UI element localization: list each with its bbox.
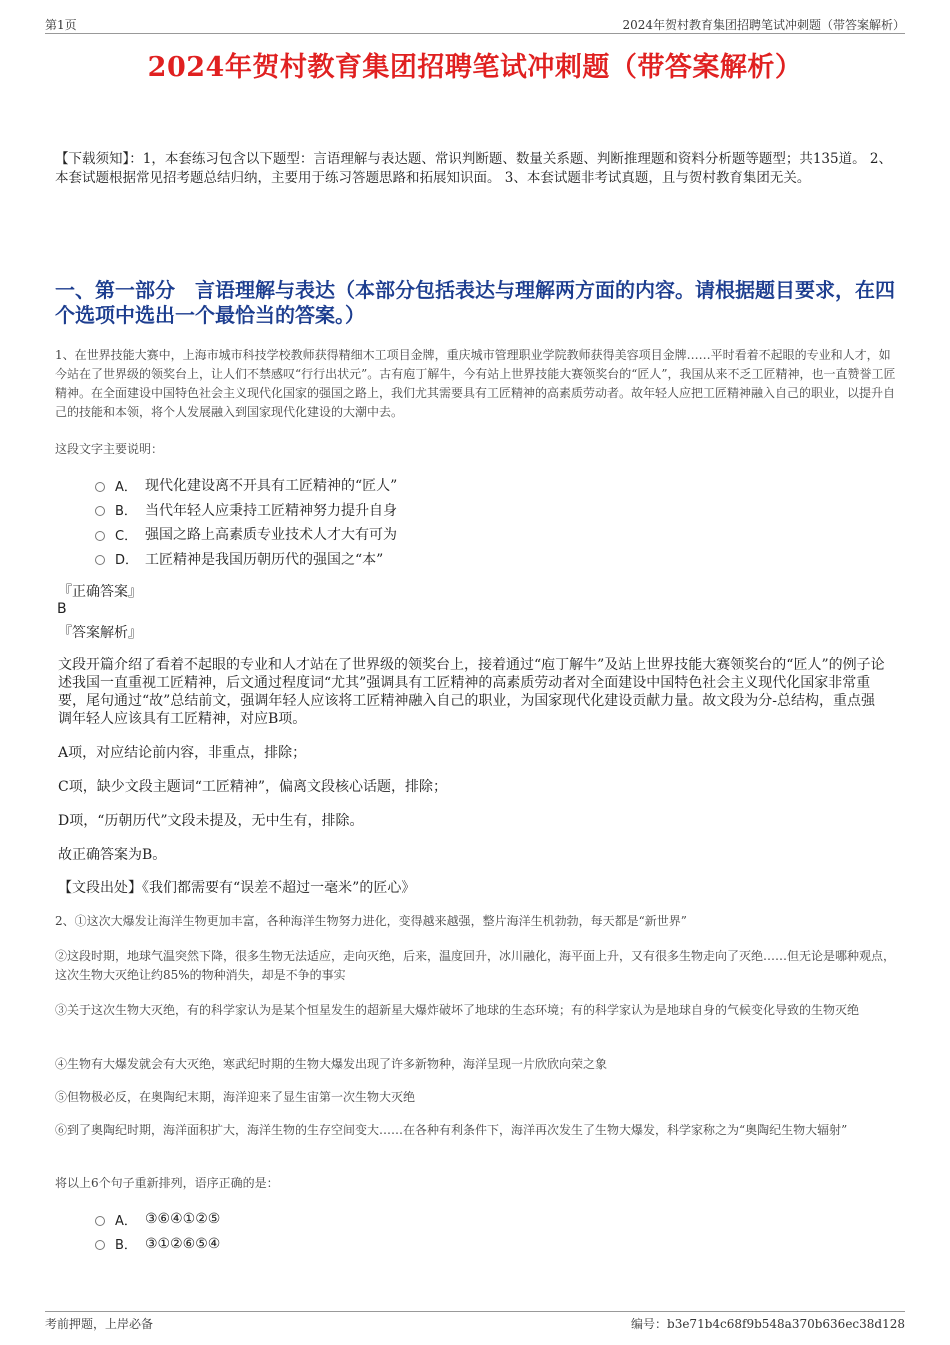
q1-options xyxy=(95,473,890,571)
section-title: 一、第一部分 言语理解与表达（本部分包括表达与理解两方面的内容。请根据题目要求，在四个选项中选出一个最恰当的答案。） xyxy=(55,278,895,327)
option-letter: A． xyxy=(115,1213,137,1229)
footer-slogan: 考前押题，上岸必备 xyxy=(45,1317,154,1331)
q1-note-d: D项，“历朝历代”文段未提及，无中生有，排除。 xyxy=(58,813,364,829)
q2-sentence-5: ⑤但物极必反，在奥陶纪末期，海洋迎来了显生宙第一次生物大灭绝 xyxy=(55,1090,416,1104)
q2-sentence-3: ③关于这次生物大灭绝，有的科学家认为是某个恒星发生的超新星大爆炸破坏了地球的生态环境；有的科学家认为是地球自身的气候变化导致的生物灭绝 xyxy=(55,1003,860,1017)
q2-sentence-4: ④生物有大爆发就会有大灭绝，寒武纪时期的生物大爆发出现了许多新物种，海洋呈现一片欣欣向荣之象 xyxy=(55,1057,608,1071)
q1-option-b[interactable] xyxy=(95,498,890,523)
radio-icon[interactable] xyxy=(95,1216,105,1226)
option-letter: B． xyxy=(115,504,137,520)
option-letter: B． xyxy=(115,1238,137,1254)
option-letter: A． xyxy=(115,479,137,495)
option-text: 强国之路上高素质专业技术人才大有可为 xyxy=(145,527,397,544)
q2-options xyxy=(95,1207,890,1256)
download-notice: 【下载须知】：1，本套练习包含以下题型：言语理解与表达题、常识判断题、数量关系题、判断推理题和资料分析题等题型；共135道。 2、本套试题根据常见招考题总结归纳，主要用于练习答题思路和拓展知识面。 3、本套试题非考试真题，且与贺村教育集团无关。 xyxy=(55,151,892,186)
q1-passage: 1、在世界技能大赛中，上海市城市科技学校教师获得精细木工项目金牌，重庆城市管理职业学院教师获得美容项目金牌……平时看着不起眼的专业和人才，如今站在了世界级的领奖台上，让人们不禁感叹“行行出状元”。古有庖丁解牛，今有站上世界技能大赛领奖台的“匠人”，我国从来不乏工匠精神，也一直赞誉工匠精神。在全面建设中国特色社会主义现代化国家的强国之路上，我们尤其需要具有工匠精神的高素质劳动者。故年轻人应把工匠精神融入自己的职业，以提升自己的技能和本领，将个人发展融入到国家现代化建设的大潮中去。 xyxy=(55,348,896,419)
header-doc-name: 2024年贺村教育集团招聘笔试冲刺题（带答案解析） xyxy=(622,18,905,32)
q1-conclusion: 故正确答案为B。 xyxy=(58,847,167,863)
q2-sentence-1: 2、①这次大爆发让海洋生物更加丰富，各种海洋生物努力进化，变得越来越强，整片海洋生机勃勃，每天都是“新世界” xyxy=(55,914,687,928)
q1-option-a[interactable] xyxy=(95,473,890,498)
page-footer xyxy=(45,1311,905,1331)
q1-note-a: A项，对应结论前内容，非重点，排除； xyxy=(58,745,307,761)
option-text: 现代化建设离不开具有工匠精神的“匠人” xyxy=(145,478,398,495)
option-text: ③⑥④①②⑤ xyxy=(145,1211,221,1228)
footer-doc-id: 编号：b3e71b4c68f9b548a370b636ec38d128 xyxy=(631,1317,905,1331)
option-text: ③①②⑥⑤④ xyxy=(145,1235,221,1252)
correct-answer: B xyxy=(57,601,67,617)
radio-icon[interactable] xyxy=(95,506,105,516)
option-text: 工匠精神是我国历朝历代的强国之“本” xyxy=(145,551,384,568)
radio-icon[interactable] xyxy=(95,531,105,541)
page-header xyxy=(45,14,905,34)
q1-option-d[interactable] xyxy=(95,547,890,572)
q2-option-b[interactable] xyxy=(95,1232,890,1257)
q1-note-c: C项，缺少文段主题词“工匠精神”，偏离文段核心话题，排除； xyxy=(58,779,448,795)
q2-sentence-6: ⑥到了奥陶纪时期，海洋面积扩大，海洋生物的生存空间变大……在各种有利条件下，海洋再次发生了生物大爆发，科学家称之为“奥陶纪生物大辐射” xyxy=(55,1123,848,1137)
option-letter: D． xyxy=(115,553,139,569)
q1-option-c[interactable] xyxy=(95,522,890,547)
option-letter: C． xyxy=(115,528,138,544)
radio-icon[interactable] xyxy=(95,555,105,565)
q2-sentence-2: ②这段时期，地球气温突然下降，很多生物无法适应，走向灭绝，后来，温度回升，冰川融化，海平面上升，又有很多生物走向了灭绝……但无论是哪种观点，这次生物大灭绝让约85%的物种消失，却是不争的事实 xyxy=(55,949,896,982)
radio-icon[interactable] xyxy=(95,1240,105,1250)
q1-analysis: 文段开篇介绍了看着不起眼的专业和人才站在了世界级的领奖台上，接着通过“庖丁解牛”及站上世界技能大赛领奖台的“匠人”的例子论述我国一直重视工匠精神，后文通过程度词“尤其”强调具有工匠精神的高素质劳动者对全面建设中国特色社会主义现代化国家非常重要，尾句通过“故”总结前文，强调年轻人应该将工匠精神融入自己的职业，为国家现代化建设贡献力量。故文段为分-总结构，重点强调年轻人应该具有工匠精神，对应B项。 xyxy=(58,657,885,727)
correct-answer-label: 『正确答案』 xyxy=(58,584,142,600)
q2-option-a[interactable] xyxy=(95,1207,890,1232)
option-text: 当代年轻人应秉持工匠精神努力提升自身 xyxy=(145,502,397,519)
q2-question: 将以上6个句子重新排列，语序正确的是： xyxy=(55,1176,279,1190)
document-title: 2024年贺村教育集团招聘笔试冲刺题（带答案解析） xyxy=(147,52,803,83)
q1-source: 【文段出处】《我们都需要有“误差不超过一毫米”的匠心》 xyxy=(58,880,416,896)
page-number: 第1页 xyxy=(45,18,77,32)
radio-icon[interactable] xyxy=(95,482,105,492)
q1-question: 这段文字主要说明： xyxy=(55,442,164,456)
analysis-label: 『答案解析』 xyxy=(58,625,142,641)
